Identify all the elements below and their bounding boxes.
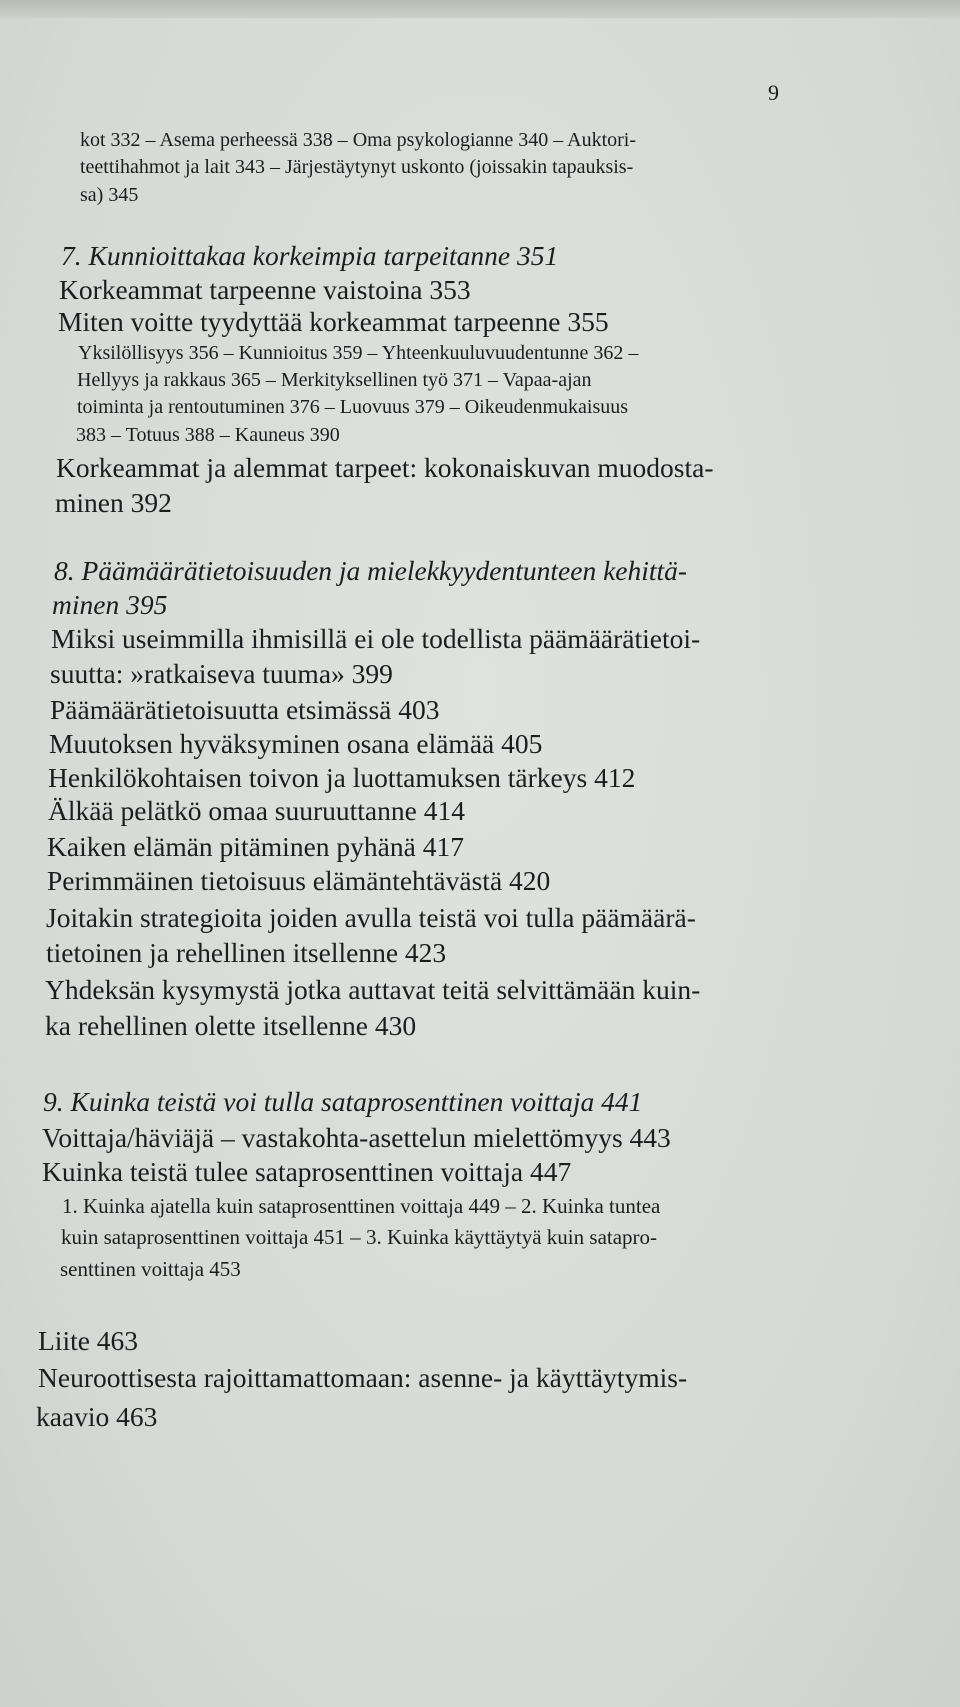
toc-entry: Neuroottisesta rajoittamattomaan: asenne- ja käyttäytymis- — [38, 1362, 688, 1393]
appendix-heading: Liite 463 — [38, 1325, 139, 1356]
page-number: 9 — [768, 80, 779, 105]
toc-entry: Päämäärätietoisuutta etsimässä 403 — [50, 694, 440, 725]
toc-entry: Korkeammat ja alemmat tarpeet: kokonaiskuvan muodosta- — [56, 452, 714, 483]
toc-subentries: toiminta ja rentoutuminen 376 – Luovuus 379 – Oikeudenmukaisuus — [77, 396, 629, 418]
toc-entry: Voittaja/häviäjä – vastakohta-asettelun mielettömyys 443 — [42, 1122, 671, 1153]
toc-subentries: Hellyys ja rakkaus 365 – Merkityksellinen työ 371 – Vapaa-ajan — [77, 369, 592, 391]
toc-entry: Joitakin strategioita joiden avulla teistä voi tulla päämäärä- — [46, 902, 696, 933]
toc-entry: minen 392 — [55, 487, 172, 518]
toc-subentries: sa) 345 — [80, 184, 139, 206]
toc-subentries: Yksilöllisyys 356 – Kunnioitus 359 – Yhteenkuuluvuudentunne 362 – — [78, 342, 639, 364]
toc-entry: Perimmäinen tietoisuus elämäntehtävästä 420 — [47, 865, 551, 896]
toc-entry: Miten voitte tyydyttää korkeammat tarpeenne 355 — [58, 306, 609, 337]
toc-entry: Yhdeksän kysymystä jotka auttavat teitä selvittämään kuin- — [45, 974, 701, 1005]
toc-subentries: 383 – Totuus 388 – Kauneus 390 — [76, 424, 340, 446]
chapter-heading: 7. Kunnioittakaa korkeimpia tarpeitanne 351 — [61, 240, 559, 271]
chapter-heading: 8. Päämäärätietoisuuden ja mielekkyydentunteen kehittä- — [54, 555, 688, 586]
toc-entry: Miksi useimmilla ihmisillä ei ole todellista päämäärätietoi- — [51, 623, 701, 654]
toc-entry: tietoinen ja rehellinen itsellenne 423 — [46, 937, 447, 968]
toc-entry: Muutoksen hyväksyminen osana elämää 405 — [49, 728, 543, 759]
toc-entry: Älkää pelätkö omaa suuruuttanne 414 — [48, 795, 465, 826]
toc-subentries: 1. Kuinka ajatella kuin sataprosenttinen voittaja 449 – 2. Kuinka tuntea — [62, 1194, 661, 1218]
book-page — [0, 18, 960, 1707]
toc-entry: Korkeammat tarpeenne vaistoina 353 — [59, 274, 471, 305]
chapter-heading: 9. Kuinka teistä voi tulla sataprosenttinen voittaja 441 — [43, 1086, 643, 1117]
toc-entry: suutta: »ratkaiseva tuuma» 399 — [50, 658, 393, 689]
toc-entry: Kuinka teistä tulee sataprosenttinen voittaja 447 — [42, 1156, 572, 1187]
toc-entry: Kaiken elämän pitäminen pyhänä 417 — [47, 831, 464, 862]
toc-entry: kaavio 463 — [36, 1401, 158, 1432]
toc-subentries: kot 332 – Asema perheessä 338 – Oma psykologianne 340 – Auktori- — [80, 129, 637, 151]
toc-entry: ka rehellinen olette itsellenne 430 — [45, 1010, 417, 1041]
page-edge-shadow — [0, 0, 960, 20]
toc-subentries: senttinen voittaja 453 — [60, 1257, 241, 1281]
chapter-heading: minen 395 — [52, 589, 168, 620]
toc-subentries: kuin sataprosenttinen voittaja 451 – 3. Kuinka käyttäytyä kuin satapro- — [61, 1225, 658, 1249]
toc-entry: Henkilökohtaisen toivon ja luottamuksen tärkeys 412 — [48, 762, 636, 793]
toc-subentries: teettihahmot ja lait 343 – Järjestäytynyt uskonto (joissakin tapauksis- — [80, 156, 634, 178]
